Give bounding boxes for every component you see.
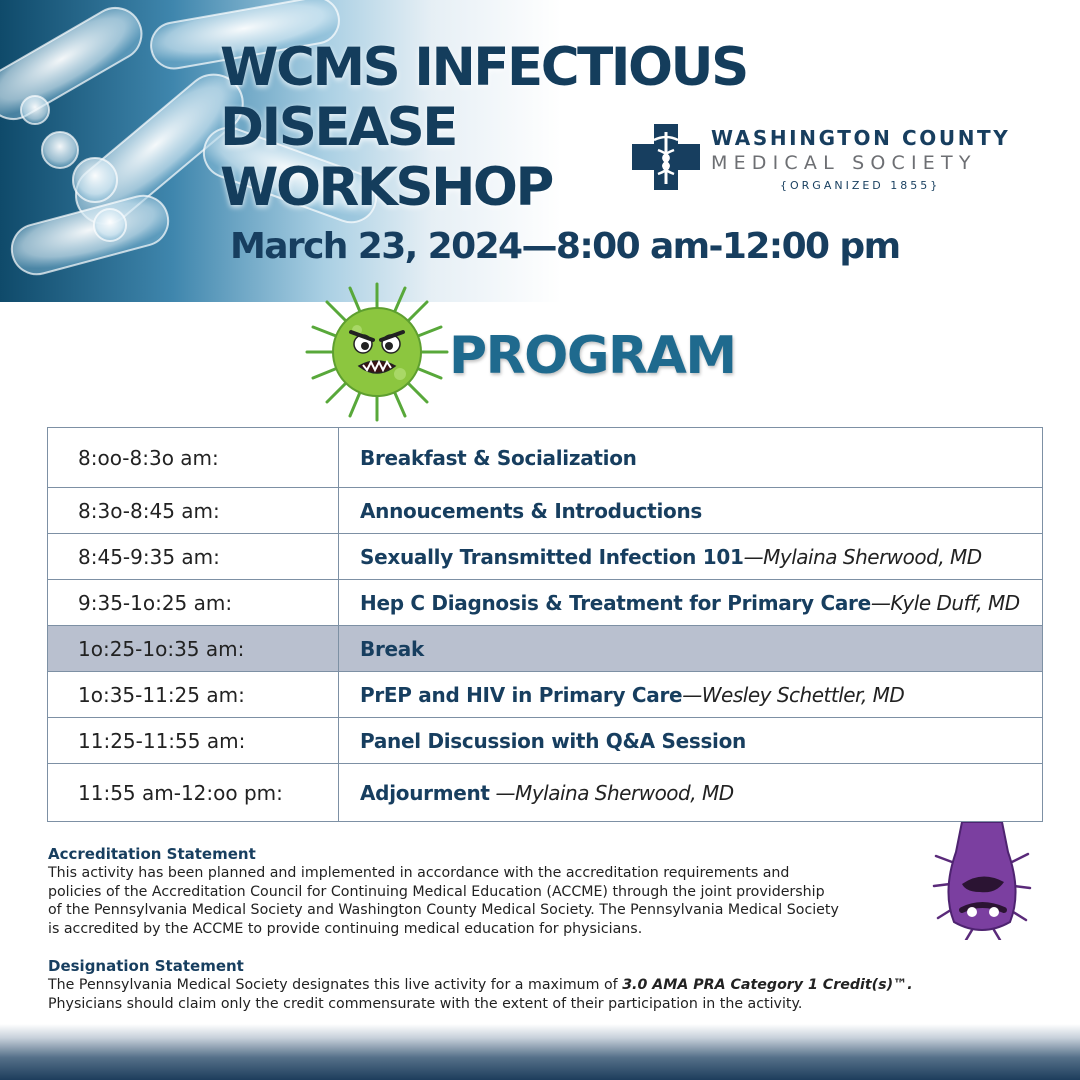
credit-amount: 3.0 AMA PRA Category 1 Credit(s)™. (622, 977, 913, 993)
accreditation-line-3: of the Pennsylvania Medical Society and Washington County Medical Society. The Pennsylvania Medical Society (48, 902, 839, 919)
schedule-row (48, 428, 1043, 488)
schedule-row (48, 626, 1043, 672)
accreditation-text (48, 864, 839, 939)
designation-line-1: The Pennsylvania Medical Society designates this live activity for a maximum of (48, 977, 623, 993)
schedule-time: 8:45-9:35 am: (48, 534, 339, 580)
green-germ-icon (305, 282, 455, 422)
schedule-session (339, 534, 1043, 580)
schedule-row (48, 718, 1043, 764)
session-speaker: —Kyle Duff, MD (870, 590, 1020, 615)
schedule-row (48, 488, 1043, 534)
schedule-row (48, 580, 1043, 626)
logo-text-medical-society: MEDICAL SOCIETY (711, 152, 977, 174)
designation-text (48, 976, 913, 1013)
session-title: Breakfast & Socialization (360, 445, 637, 470)
event-date-time: March 23, 2024—8:00 am-12:00 pm (230, 226, 900, 267)
schedule-session (339, 488, 1043, 534)
accreditation-heading: Accreditation Statement (48, 845, 256, 863)
schedule-time: 8:3o-8:45 am: (48, 488, 339, 534)
schedule-row (48, 534, 1043, 580)
logo-text-washington-county: WASHINGTON COUNTY (711, 126, 1011, 150)
schedule-time: 9:35-1o:25 am: (48, 580, 339, 626)
title-line-2: WORKSHOP (220, 157, 552, 218)
session-speaker: —Mylaina Sherwood, MD (743, 544, 982, 569)
logo-text-organized: {ORGANIZED 1855} (780, 179, 941, 192)
schedule-session (339, 626, 1043, 672)
accreditation-line-2: policies of the Accreditation Council for Continuing Medical Education (ACCME) through the joint providership (48, 883, 825, 900)
session-speaker: —Mylaina Sherwood, MD (489, 780, 734, 805)
schedule-time: 11:25-11:55 am: (48, 718, 339, 764)
purple-germ-icon (932, 822, 1032, 940)
schedule-row (48, 672, 1043, 718)
program-schedule-table (47, 427, 1043, 822)
session-title: Hep C Diagnosis & Treatment for Primary Care (360, 590, 871, 615)
schedule-session (339, 580, 1043, 626)
session-title: Adjourment (360, 780, 490, 805)
session-title: Sexually Transmitted Infection 101 (360, 544, 744, 569)
footer-gradient-bar (0, 1024, 1080, 1080)
schedule-session (339, 672, 1043, 718)
schedule-time: 11:55 am-12:oo pm: (48, 764, 339, 822)
caduceus-cross-icon (632, 124, 700, 190)
session-title: Break (360, 636, 424, 661)
accreditation-line-1: This activity has been planned and implemented in accordance with the accreditation requirements and (48, 865, 790, 881)
session-title: PrEP and HIV in Primary Care (360, 682, 683, 707)
program-heading: PROGRAM (449, 326, 736, 386)
wcms-logo (632, 124, 1022, 194)
designation-heading: Designation Statement (48, 957, 244, 975)
schedule-time: 1o:25-1o:35 am: (48, 626, 339, 672)
session-title: Annoucements & Introductions (360, 498, 702, 523)
schedule-session (339, 428, 1043, 488)
schedule-session (339, 764, 1043, 822)
designation-line-2: Physicians should claim only the credit commensurate with the extent of their participation in the activity. (48, 995, 803, 1012)
schedule-time: 8:oo-8:3o am: (48, 428, 339, 488)
session-speaker: —Wesley Schettler, MD (682, 682, 905, 707)
schedule-time: 1o:35-11:25 am: (48, 672, 339, 718)
title-line-1: WCMS INFECTIOUS DISEASE (220, 37, 747, 158)
schedule-row (48, 764, 1043, 822)
accreditation-line-4: is accredited by the ACCME to provide continuing medical education for physicians. (48, 921, 643, 938)
schedule-session (339, 718, 1043, 764)
session-title: Panel Discussion with Q&A Session (360, 728, 746, 753)
